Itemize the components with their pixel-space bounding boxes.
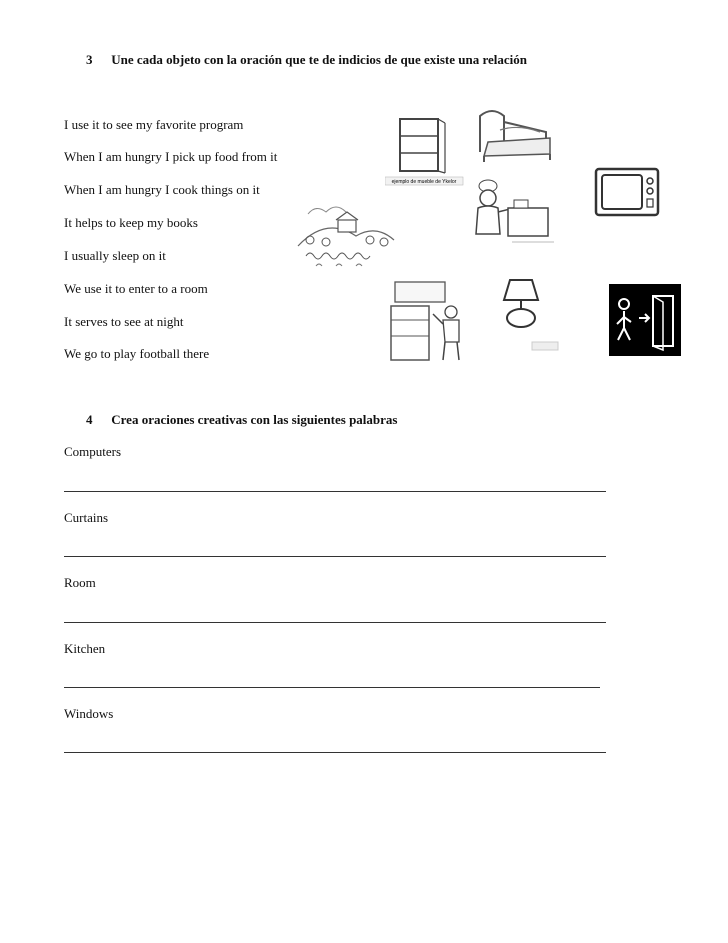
sentence-fridge: When I am hungry I pick up food from it <box>64 149 278 164</box>
section-3-number: 3 <box>86 52 93 67</box>
answer-line-windows[interactable] <box>64 752 606 753</box>
word-windows: Windows <box>64 706 114 721</box>
sentence-bookshelf: It helps to keep my books <box>64 215 198 230</box>
park-landscape-icon <box>296 196 396 272</box>
sentence-stove: When I am hungry I cook things on it <box>64 182 260 197</box>
answer-line-curtains[interactable] <box>64 556 606 557</box>
word-curtains: Curtains <box>64 510 109 525</box>
refrigerator-icon <box>387 280 467 364</box>
sentence-park: We go to play football there <box>64 346 210 361</box>
bookshelf-icon <box>385 115 467 187</box>
bookshelf-caption: ejemplo de mueble de Ykelor <box>391 179 457 185</box>
chef-cooking-icon <box>468 178 560 248</box>
bed-icon <box>470 102 556 164</box>
answer-line-computers[interactable] <box>64 491 606 492</box>
television-icon <box>594 166 662 218</box>
lamp-icon <box>494 274 570 354</box>
word-computers: Computers <box>64 444 122 459</box>
section-3-heading <box>86 52 527 68</box>
sentence-lamp: It serves to see at night <box>64 314 184 329</box>
sentence-bed: I usually sleep on it <box>64 248 166 263</box>
word-room: Room <box>64 575 96 590</box>
section-4-title: Crea oraciones creativas con las siguientes palabras <box>111 412 398 427</box>
section-4-number: 4 <box>86 412 93 427</box>
door-exit-icon <box>609 284 681 356</box>
answer-line-kitchen[interactable] <box>64 687 600 688</box>
section-4-heading <box>86 412 397 428</box>
sentence-door: We use it to enter to a room <box>64 281 208 296</box>
sentence-tv: I use it to see my favorite program <box>64 117 244 132</box>
answer-line-room[interactable] <box>64 622 606 623</box>
word-kitchen: Kitchen <box>64 641 106 656</box>
section-3-title: Une cada objeto con la oración que te de indicios de que existe una relación <box>111 52 528 67</box>
